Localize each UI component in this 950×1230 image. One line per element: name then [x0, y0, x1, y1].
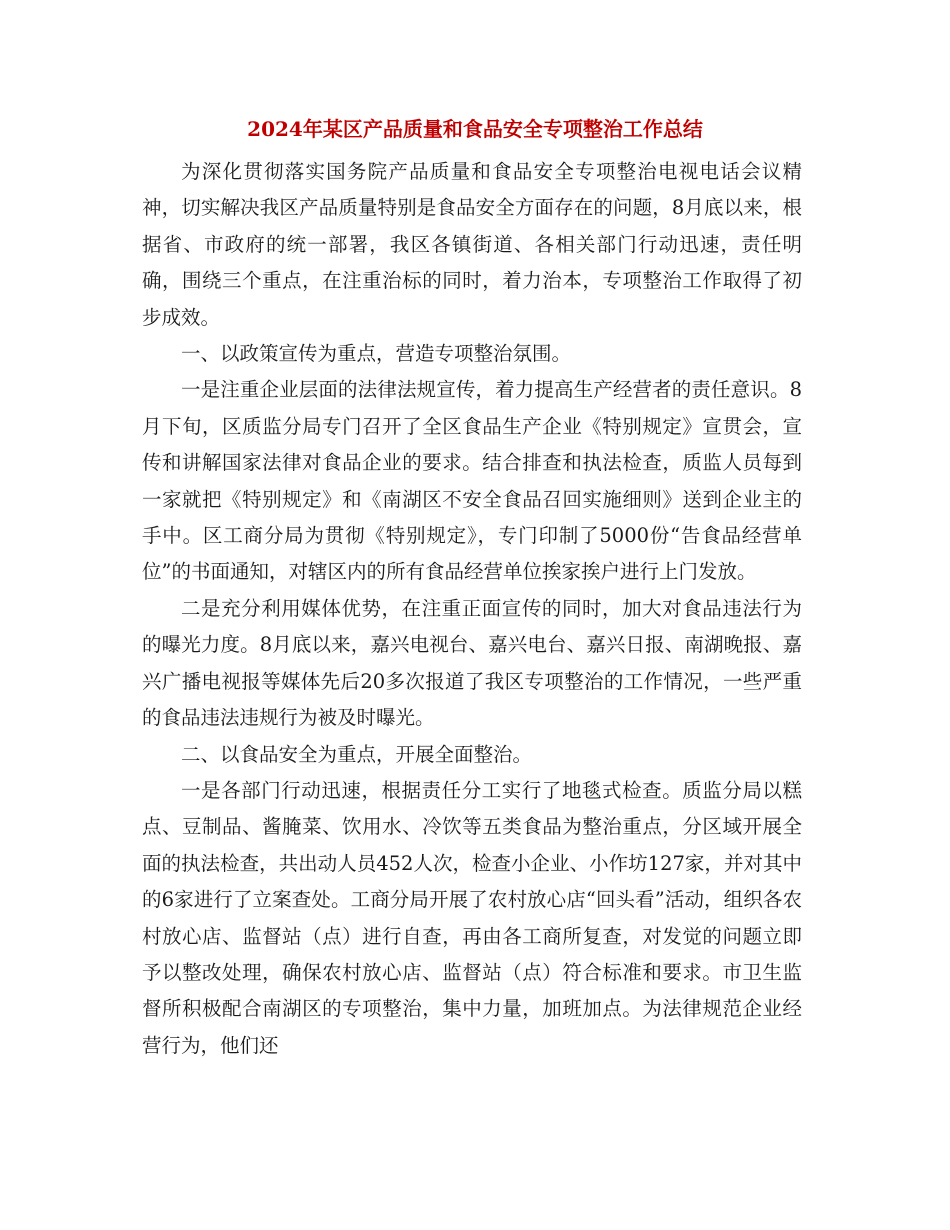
paragraph: 一是各部门行动迅速，根据责任分工实行了地毯式检查。质监分局以糕点、豆制品、酱腌菜、饮用水、冷饮等五类食品为整治重点，分区域开展全面的执法检查，共出动人员452人次，检查小企业、小作坊127家，并对其中的6家进行了立案查处。工商分局开展了农村放心店“回头看”活动，组织各农村放心店、监督站（点）进行自查，再由各工商所复查，对发觉的问题立即予以整改处理，确保农村放心店、监督站（点）符合标准和要求。市卫生监督所积极配合南湖区的专项整治，集中力量，加班加点。为法律规范企业经营行为，他们还 [142, 778, 802, 1057]
paragraph-intro: 为深化贯彻落实国务院产品质量和食品安全专项整治电视电话会议精神，切实解决我区产品质量特别是食品安全方面存在的问题，8月底以来，根据省、市政府的统一部署，我区各镇街道、各相关部门行动迅速，责任明确，围绕三个重点，在注重治标的同时，着力治本，专项整治工作取得了初步成效。 [142, 160, 802, 329]
document-body [142, 154, 802, 1064]
section-heading-1: 一、以政策宣传为重点，营造专项整治氛围。 [181, 342, 572, 366]
paragraph: 一是注重企业层面的法律法规宣传，着力提高生产经营者的责任意识。8月下旬，区质监分局专门召开了全区食品生产企业《特别规定》宣贯会，宣传和讲解国家法律对食品企业的要求。结合排查和执法检查，质监人员每到一家就把《特别规定》和《南湖区不安全食品召回实施细则》送到企业主的手中。区工商分局为贯彻《特别规定》，专门印制了5000份“告食品经营单位”的书面通知，对辖区内的所有食品经营单位挨家挨户进行上门发放。 [142, 378, 802, 584]
document-title: 2024年某区产品质量和食品安全专项整治工作总结 [247, 117, 703, 141]
section-heading-2: 二、以食品安全为重点，开展全面整治。 [181, 742, 533, 766]
paragraph: 二是充分利用媒体优势，在注重正面宣传的同时，加大对食品违法行为的曝光力度。8月底以来，嘉兴电视台、嘉兴电台、嘉兴日报、南湖晚报、嘉兴广播电视报等媒体先后20多次报道了我区专项整治的工作情况，一些严重的食品违法违规行为被及时曝光。 [142, 596, 802, 730]
